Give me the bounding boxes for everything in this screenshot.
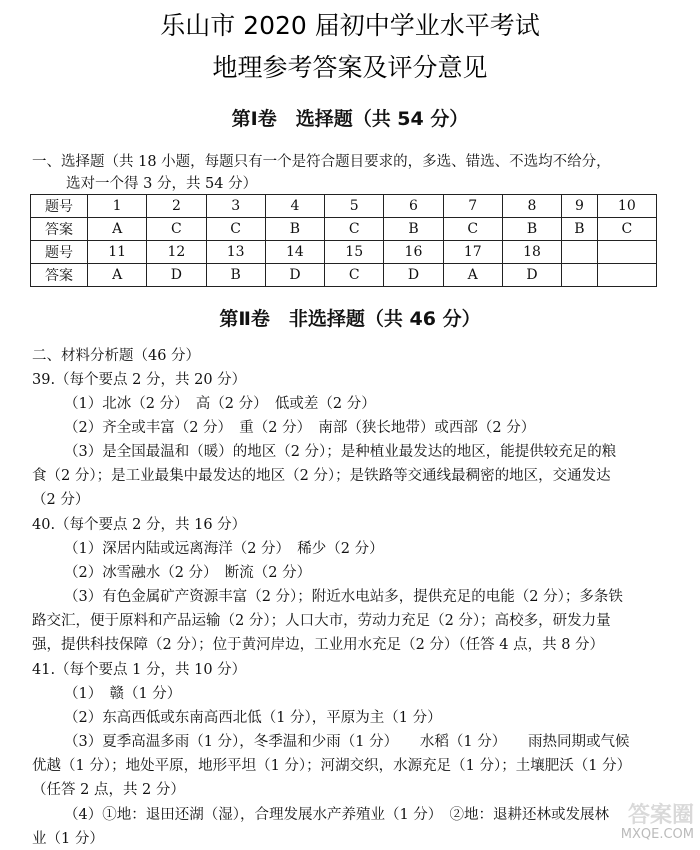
table-row [31, 218, 657, 241]
table-cell: A [443, 264, 502, 287]
table-cell [562, 264, 598, 287]
row-label-answer: 答案 [31, 218, 88, 241]
q41-answer-line: 业（1 分） [32, 831, 104, 847]
table-cell: 1 [88, 195, 147, 218]
table-cell: 16 [384, 241, 443, 264]
table-cell: B [502, 218, 561, 241]
part2-instructions: 二、材料分析题（46 分） [32, 348, 201, 364]
table-cell: 2 [147, 195, 206, 218]
row-label-question: 题号 [31, 241, 88, 264]
section-2-heading: 第Ⅱ卷 非选择题（共 46 分） [219, 308, 481, 330]
answer-table [30, 194, 657, 287]
table-cell: 13 [206, 241, 265, 264]
answer-key-title: 地理参考答案及评分意见 [212, 53, 488, 82]
q40-answer-line: 路交汇，便于原料和产品运输（2 分）；人口大市，劳动力充足（2 分）；高校多，研发力量 [32, 613, 611, 629]
table-cell: D [384, 264, 443, 287]
table-cell: C [325, 218, 384, 241]
table-cell: 10 [597, 195, 656, 218]
table-cell: 17 [443, 241, 502, 264]
q40-answer-line: 强，提供科技保障（2 分）；位于黄河岸边，工业用水充足（2 分）（任答 4 点，共 8 分） [32, 637, 605, 653]
table-cell: 14 [265, 241, 324, 264]
table-cell [597, 241, 656, 264]
table-cell: 12 [147, 241, 206, 264]
table-cell: B [562, 218, 598, 241]
table-cell: C [325, 264, 384, 287]
watermark-url: MXQE.COM [620, 826, 694, 842]
part1-instructions-cont: 选对一个得 3 分，共 54 分） [66, 176, 258, 192]
table-cell: 15 [325, 241, 384, 264]
watermark-text: 答案圈 [627, 802, 694, 828]
table-cell: 7 [443, 195, 502, 218]
q39-answer-line: （2）齐全或丰富（2 分） 重（2 分） 南部（狭长地带）或西部（2 分） [64, 420, 536, 436]
table-cell: 3 [206, 195, 265, 218]
table-cell: 18 [502, 241, 561, 264]
q39-answer-line: （1）北冰（2 分） 高（2 分） 低或差（2 分） [64, 396, 376, 412]
exam-title: 乐山市 2020 届初中学业水平考试 [160, 11, 540, 40]
q40-answer-line: （1）深居内陆或远离海洋（2 分） 稀少（2 分） [64, 541, 384, 557]
q39-answer-line: （2 分） [32, 492, 90, 508]
q41-answer-line: （1） 赣（1 分） [64, 686, 182, 702]
table-cell: B [206, 264, 265, 287]
q40-answer-line: （3）有色金属矿产资源丰富（2 分）；附近水电站多，提供充足的电能（2 分）；多条铁 [64, 589, 623, 605]
table-cell: D [265, 264, 324, 287]
table-cell: C [597, 218, 656, 241]
q39-answer-line: 食（2 分）；是工业最集中最发达的地区（2 分）；是铁路等交通线最稠密的地区，交通发达 [32, 468, 611, 484]
q41-answer-line: （3）夏季高温多雨（1 分），冬季温和少雨（1 分） 水稻（1 分） 雨热同期或气候 [64, 734, 630, 750]
q41-answer-line: （2）东高西低或东南高西北低（1 分），平原为主（1 分） [64, 710, 442, 726]
table-cell: C [147, 218, 206, 241]
q39-answer-line: （3）是全国最温和（暖）的地区（2 分）；是种植业最发达的地区，能提供较充足的粮 [64, 444, 617, 460]
table-cell: B [384, 218, 443, 241]
q39-heading: 39.（每个要点 2 分，共 20 分） [32, 372, 247, 388]
table-cell: A [88, 264, 147, 287]
part1-instructions: 一、选择题（共 18 小题，每题只有一个是符合题目要求的，多选、错选、不选均不给分， [32, 154, 611, 170]
table-cell [597, 264, 656, 287]
row-label-question: 题号 [31, 195, 88, 218]
q41-answer-line: （4）①地：退田还湖（湿），合理发展水产养殖业（1 分） ②地：退耕还林或发展林 [64, 807, 610, 823]
q40-answer-line: （2）冰雪融水（2 分） 断流（2 分） [64, 565, 312, 581]
table-cell: 8 [502, 195, 561, 218]
table-cell: 4 [265, 195, 324, 218]
q40-heading: 40.（每个要点 2 分，共 16 分） [32, 517, 247, 533]
table-row [31, 241, 657, 264]
q41-answer-line: （任答 2 点，共 2 分） [32, 782, 185, 798]
table-cell [562, 241, 598, 264]
table-cell: 9 [562, 195, 598, 218]
table-cell: B [265, 218, 324, 241]
table-cell: A [88, 218, 147, 241]
table-cell: 6 [384, 195, 443, 218]
table-row [31, 264, 657, 287]
table-cell: D [502, 264, 561, 287]
table-cell: C [206, 218, 265, 241]
q41-answer-line: 优越（1 分）；地处平原，地形平坦（1 分）；河湖交织，水源充足（1 分）；土壤肥沃（1 分） [32, 758, 632, 774]
table-cell: 5 [325, 195, 384, 218]
q41-heading: 41.（每个要点 1 分，共 10 分） [32, 662, 247, 678]
table-cell: D [147, 264, 206, 287]
table-cell: C [443, 218, 502, 241]
section-1-heading: 第Ⅰ卷 选择题（共 54 分） [231, 108, 469, 130]
table-cell: 11 [88, 241, 147, 264]
table-row [31, 195, 657, 218]
row-label-answer: 答案 [31, 264, 88, 287]
watermark-logo [621, 804, 694, 842]
